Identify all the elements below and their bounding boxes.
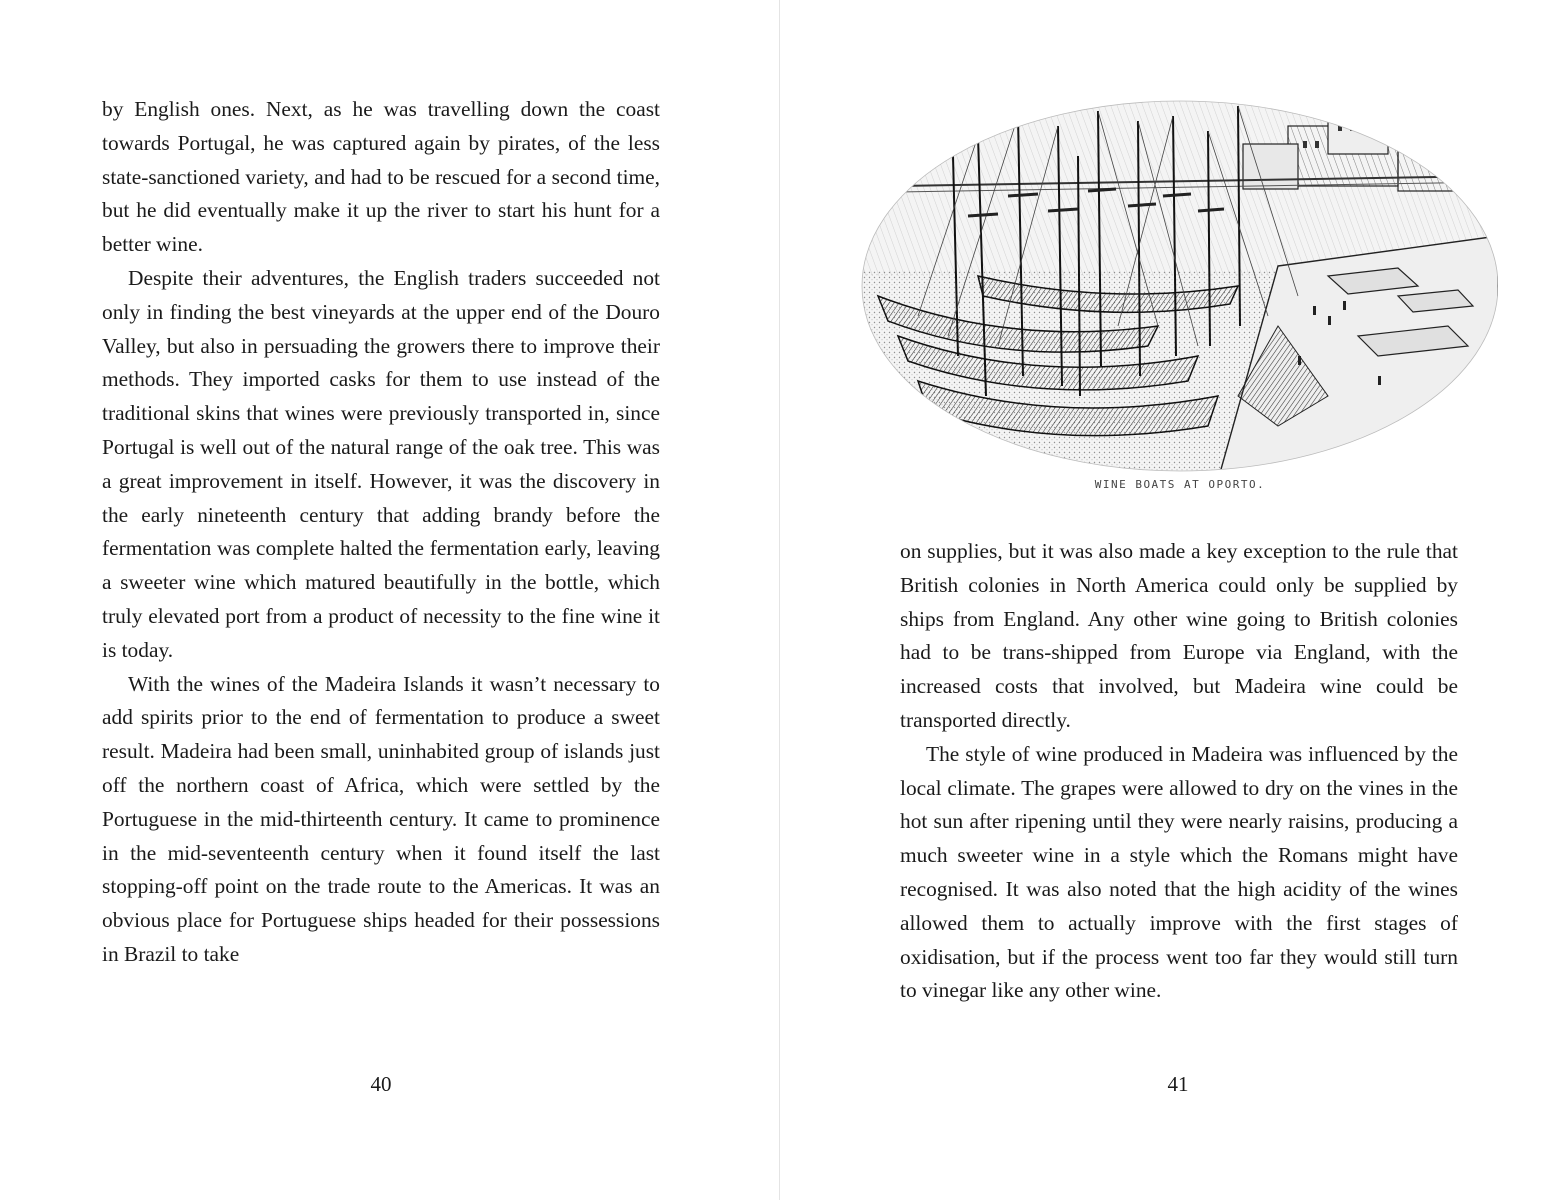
paragraph: Despite their adventures, the English traders succeeded not only in finding the best vineyards at the upper end of the Douro Valley, but also in persuading the growers there to improve their methods. They imported casks for them to use instead of the traditional skins that wines were previously transported in, since Portugal is well out of the natural range of the oak tree. This was a great improvement in itself. However, it was the discovery in the early nineteenth century that adding brandy before the fermentation was complete halted the fermentation early, leaving a sweeter wine which matured beautifully in the bottle, which truly elevated port from a product of necessity to the fine wine it is today. bbox=[102, 265, 660, 662]
page-number: 41 bbox=[1167, 1072, 1189, 1096]
paragraph: by English ones. Next, as he was travelling down the coast towards Portugal, he was captured again by pirates, of the less state-sanctioned variety, and had to be rescued for a second time, but he did eventually make it up the river to start his hunt for a better wine. bbox=[102, 97, 660, 257]
left-page-body bbox=[102, 93, 660, 972]
paragraph: on supplies, but it was also made a key exception to the rule that British colonies in North America could only be supplied by ships from England. Any other wine going to British colonies had to be trans-shipped from Europe via England, with the increased costs that involved, but Madeira wine could be transported directly. bbox=[900, 539, 1458, 732]
paragraph: With the wines of the Madeira Islands it wasn’t necessary to add spirits prior to the end of fermentation to produce a sweet result. Madeira had been small, uninhabited group of islands just off the northern coast of Africa, which were settled by the Portuguese in the mid-thirteenth century. It came to prominence in the mid-seventeenth century when it found itself the last stopping-off point on the trade route to the Americas. It was an obvious place for Portuguese ships headed for their possessions in Brazil to take bbox=[102, 671, 660, 966]
illustration-caption: WINE BOATS AT OPORTO. bbox=[1094, 478, 1266, 491]
paragraph: The style of wine produced in Madeira was influenced by the local climate. The grapes were allowed to dry on the vines in the hot sun after ripening until they were nearly raisins, producing a much sweeter wine in a style which the Romans might have recognised. It was also noted that the high acidity of the wines allowed them to actually improve with the first stages of oxidisation, but if the process went too far they would still turn to vinegar like any other wine. bbox=[900, 741, 1458, 1003]
right-page-body bbox=[900, 535, 1458, 1008]
page-number: 40 bbox=[370, 1072, 392, 1096]
wine-boats-engraving bbox=[858, 96, 1498, 480]
right-page bbox=[780, 0, 1560, 1200]
